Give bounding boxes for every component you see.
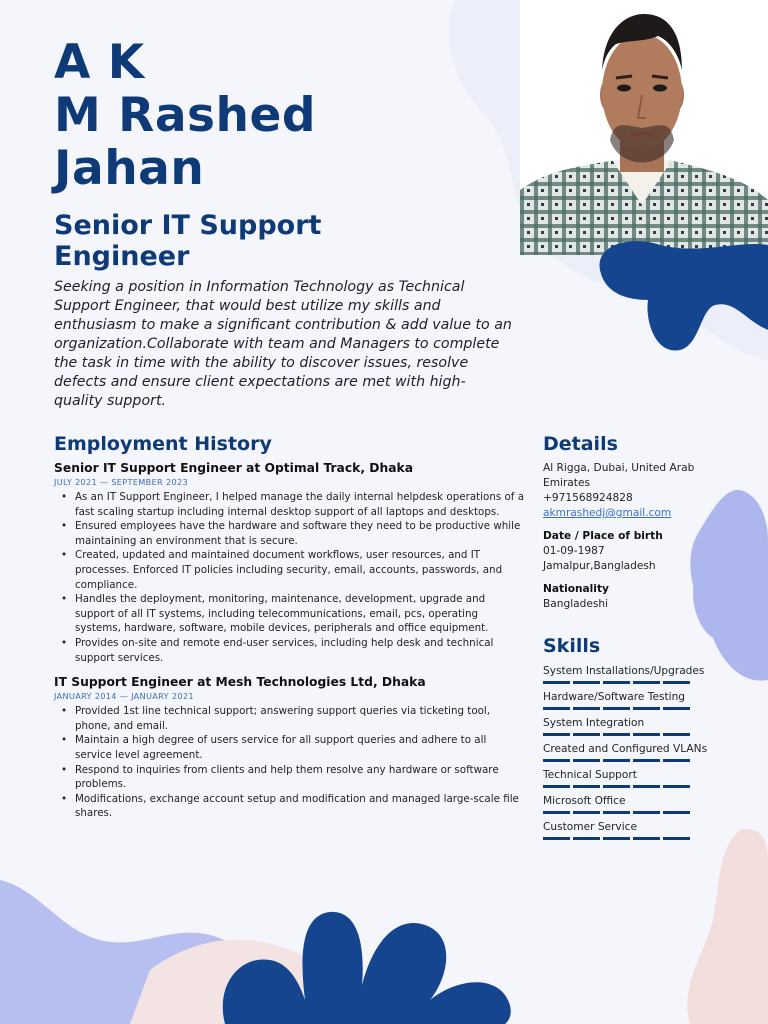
name-line: M Rashed (54, 88, 316, 143)
birth-place: Jamalpur,Bangladesh (543, 560, 656, 572)
skill-level-bar (543, 837, 723, 840)
skill-level-segment (663, 811, 690, 814)
skill-level-bar (543, 707, 723, 710)
skill-item (543, 768, 723, 788)
bullet-item: • As an IT Support Engineer, I helped manage the daily internal helpdesk operations of a fast scaling startup including internal desktop support of all laptops and desktops. (54, 490, 524, 519)
job-dates: JANUARY 2014 — JANUARY 2021 (54, 691, 194, 702)
bullet-item: • Provides on-site and remote end-user services, including help desk and technical support services. (54, 636, 524, 665)
skills-heading: Skills (543, 635, 601, 657)
skill-level-segment (603, 785, 630, 788)
skill-name: Technical Support (543, 769, 637, 781)
nationality-label: Nationality (543, 583, 609, 595)
skill-level-segment (573, 707, 600, 710)
phone: +971568924828 (543, 492, 633, 504)
skill-level-segment (543, 759, 570, 762)
profile-summary: Seeking a position in Information Technology as Technical Support Engineer, that would best utilize my skills and enthusiasm to make a significant contribution & add value to an organization.Collaborate with team and Managers to complete the task in time with the ability to discover issues, resolve defects and ensure client expectations are met with high-quality support. (54, 279, 512, 409)
skill-level-segment (663, 837, 690, 840)
skill-level-segment (603, 837, 630, 840)
nationality: Bangladeshi (543, 598, 609, 610)
job-title: IT Support Engineer at Mesh Technologies Ltd, Dhaka (54, 675, 426, 690)
skills-section (543, 634, 723, 840)
skill-level-segment (633, 707, 660, 710)
sidebar (543, 432, 723, 840)
skill-level-segment (663, 759, 690, 762)
skill-level-segment (573, 837, 600, 840)
candidate-name (54, 36, 484, 195)
skill-level-segment (633, 759, 660, 762)
skill-level-segment (603, 733, 630, 736)
employment-history-heading: Employment History (54, 433, 272, 455)
skill-item (543, 742, 723, 762)
skill-level-bar (543, 785, 723, 788)
skill-level-segment (663, 681, 690, 684)
skill-name: System Installations/Upgrades (543, 665, 705, 677)
skill-level-segment (573, 811, 600, 814)
address: Al Rigga, Dubai, United Arab Emirates (543, 462, 695, 489)
skill-item (543, 690, 723, 710)
skill-item (543, 664, 723, 684)
skill-level-segment (543, 733, 570, 736)
skill-level-segment (663, 785, 690, 788)
bullet-item: • Created, updated and maintained document workflows, user resources, and IT processes. Enforced IT policies including security, email, accounts, passwords, and compliance. (54, 548, 524, 592)
skill-level-segment (543, 811, 570, 814)
skill-item (543, 820, 723, 840)
birth-label: Date / Place of birth (543, 530, 663, 542)
skill-level-segment (543, 785, 570, 788)
skill-level-segment (543, 707, 570, 710)
skill-level-segment (543, 681, 570, 684)
email-link[interactable]: akmrashedj@gmail.com (543, 507, 672, 519)
bullet-item: • Modifications, exchange account setup and modification and managed large-scale file shares. (54, 792, 524, 821)
skill-list (543, 664, 723, 840)
name-line: Jahan (54, 141, 205, 196)
skill-level-bar (543, 681, 723, 684)
skill-item (543, 794, 723, 814)
skill-level-segment (603, 811, 630, 814)
name-line: A K (54, 35, 145, 90)
skill-level-segment (633, 785, 660, 788)
skill-level-segment (633, 681, 660, 684)
skill-level-segment (603, 707, 630, 710)
skill-level-segment (663, 707, 690, 710)
skill-name: Created and Configured VLANs (543, 743, 708, 755)
bullet-item: • Maintain a high degree of users service for all support queries and adhere to all service level agreement. (54, 733, 524, 762)
bullet-item: • Provided 1st line technical support; answering support queries via ticketing tool, phone, and email. (54, 704, 524, 733)
birth-date: 01-09-1987 (543, 545, 605, 557)
job-title: Senior IT Support Engineer at Optimal Track, Dhaka (54, 461, 414, 475)
employment-history-section (54, 432, 524, 830)
bullet-item: • Ensured employees have the hardware and software they need to be productive while maintaining an environment that is secure. (54, 519, 524, 548)
skill-name: System Integration (543, 717, 645, 729)
skill-level-bar (543, 759, 723, 762)
skill-level-segment (573, 785, 600, 788)
bullet-item: • Respond to inquiries from clients and help them resolve any hardware or software problems. (54, 763, 524, 792)
job-bullets (54, 704, 524, 821)
skill-level-segment (633, 837, 660, 840)
skill-level-segment (573, 681, 600, 684)
skill-level-segment (543, 837, 570, 840)
skill-level-segment (573, 759, 600, 762)
skill-level-segment (603, 759, 630, 762)
skill-name: Customer Service (543, 821, 637, 833)
skill-level-bar (543, 733, 723, 736)
skill-level-segment (663, 733, 690, 736)
details-heading: Details (543, 433, 618, 455)
job-bullets (54, 490, 524, 665)
skill-level-segment (633, 811, 660, 814)
skill-item (543, 716, 723, 736)
bullet-item: • Handles the deployment, monitoring, maintenance, development, upgrade and support of all IT systems, including telecommunications, email, pcs, operating systems, hardware, software, mobile devices, peripherals and office equipment. (54, 592, 524, 636)
skill-level-segment (573, 733, 600, 736)
skill-level-bar (543, 811, 723, 814)
skill-name: Hardware/Software Testing (543, 691, 686, 703)
skill-level-segment (603, 681, 630, 684)
job-dates: JULY 2021 — SEPTEMBER 2023 (54, 477, 188, 487)
job-title-heading: Senior IT Support Engineer (54, 210, 322, 272)
skill-name: Microsoft Office (543, 795, 626, 807)
skill-level-segment (633, 733, 660, 736)
